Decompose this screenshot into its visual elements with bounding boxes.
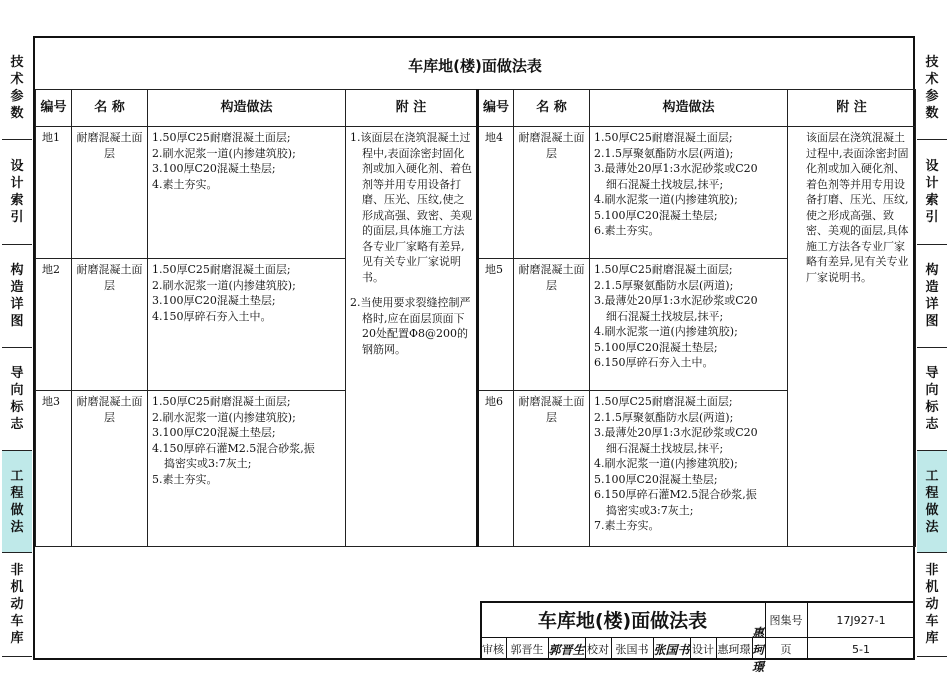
- header-code: 编号: [36, 90, 72, 127]
- construction-step: 5.素土夯实。: [152, 472, 218, 486]
- note-item: 1.该面层在浇筑混凝土过程中,表面涂密封固化剂或加入硬化剂、着色剂等并用专用设备打磨、压光、压纹,使之形成高强、致密、美观的面层,具体施工方法各专业厂家略有差异,见有关专业厂家说明书。: [350, 131, 472, 284]
- row-code: 地3: [36, 391, 72, 547]
- construction-step: 4.刷水泥浆一道(内掺建筑胶);: [594, 193, 738, 206]
- construction-step: 细石混凝土找坡层,抹平;: [606, 441, 724, 455]
- construction-step: 2.刷水泥浆一道(内掺建筑胶);: [152, 278, 296, 292]
- construction-step: 2.1.5厚聚氨酯防水层(两道);: [594, 410, 734, 424]
- right-tab-1[interactable]: 技 术 参 数: [917, 36, 947, 140]
- review-label: 审核: [482, 643, 504, 656]
- construction-step: 3.100厚C20混凝土垫层;: [152, 162, 276, 175]
- row-name: 耐磨混凝土面层: [514, 259, 590, 391]
- construction-step: 1.50厚C25耐磨混凝土面层;: [152, 131, 291, 144]
- checker-name: 张国书: [615, 643, 649, 656]
- construction-step: 细石混凝土找坡层,抹平;: [606, 177, 724, 191]
- construction-steps: [590, 259, 788, 391]
- row-name: 耐磨混凝土面层: [72, 391, 148, 547]
- row-name: 耐磨混凝土面层: [72, 259, 148, 391]
- construction-step: 2.1.5厚聚氨酯防水层(两道);: [594, 278, 734, 292]
- designer-name: 惠珂璟: [717, 643, 751, 656]
- construction-step: 4.150厚碎石夯入土中。: [152, 309, 272, 323]
- header-note: 附 注: [788, 90, 916, 127]
- left-tab-4[interactable]: 导 向 标 志: [2, 348, 32, 451]
- left-tab-6[interactable]: 非 机 动 车 库: [2, 553, 32, 657]
- row-code: 地1: [36, 127, 72, 259]
- construction-step: 3.最薄处20厚1:3水泥砂浆或C20: [594, 294, 758, 307]
- row-code: 地2: [36, 259, 72, 391]
- left-tab-3[interactable]: 构 造 详 图: [2, 245, 32, 348]
- right-tab-6[interactable]: 非 机 动 车 库: [917, 553, 947, 657]
- construction-step: 4.刷水泥浆一道(内掺建筑胶);: [594, 457, 738, 470]
- construction-step: 6.150厚碎石夯入土中。: [594, 356, 714, 369]
- table-title: 车库地(楼)面做法表: [408, 57, 542, 75]
- construction-step: 1.50厚C25耐磨混凝土面层;: [594, 263, 733, 276]
- header-construction: 构造做法: [590, 90, 788, 127]
- reviewer-name: 郭晋生: [510, 643, 544, 656]
- construction-step: 6.150厚碎石灌M2.5混合砂浆,振: [594, 488, 757, 501]
- page-number: 5-1: [852, 642, 870, 656]
- construction-step: 3.最薄处20厚1:3水泥砂浆或C20: [594, 426, 758, 439]
- row-code: 地4: [478, 127, 514, 259]
- table-row: [36, 127, 916, 259]
- row-code: 地5: [478, 259, 514, 391]
- construction-step: 7.素土夯实。: [594, 519, 660, 532]
- construction-step: 捣密实或3:7灰土;: [164, 457, 252, 470]
- header-row: [36, 90, 916, 127]
- construction-steps: [590, 127, 788, 259]
- atlas-number: 17J927-1: [836, 613, 886, 627]
- construction-step: 2.刷水泥浆一道(内掺建筑胶);: [152, 410, 296, 424]
- construction-step: 4.素土夯实。: [152, 177, 218, 191]
- construction-step: 细石混凝土找坡层,抹平;: [606, 309, 724, 323]
- check-label: 校对: [587, 643, 609, 656]
- construction-step: 1.50厚C25耐磨混凝土面层;: [594, 395, 733, 408]
- construction-step: 5.100厚C20混凝土垫层;: [594, 340, 718, 354]
- construction-steps: [148, 391, 346, 547]
- note-cell-left: [346, 127, 478, 547]
- construction-step: 6.素土夯实。: [594, 224, 660, 237]
- atlas-label: 图集号: [769, 614, 803, 627]
- reviewer-signature: 郭晋生: [548, 642, 585, 657]
- construction-steps: [590, 391, 788, 547]
- construction-steps: [148, 127, 346, 259]
- construction-step: 3.最薄处20厚1:3水泥砂浆或C20: [594, 162, 758, 175]
- page-label: 页: [780, 643, 792, 656]
- note-item: 该面层在浇筑混凝土过程中,表面涂密封固化剂或加入硬化剂、着色剂等并用专用设备打磨、压光、压纹,使之形成高强、致密、美观的面层,具体施工方法各专业厂家略有差异,见有关专业厂家说明书。: [806, 131, 909, 284]
- construction-step: 4.刷水泥浆一道(内掺建筑胶);: [594, 325, 738, 338]
- construction-steps: [148, 259, 346, 391]
- construction-step: 4.150厚碎石灌M2.5混合砂浆,振: [152, 441, 315, 455]
- header-code: 编号: [478, 90, 514, 127]
- drawing-title: 车库地(楼)面做法表: [537, 609, 708, 632]
- construction-step: 1.50厚C25耐磨混凝土面层;: [594, 131, 733, 144]
- design-label: 设计: [692, 643, 714, 656]
- header-name: 名 称: [72, 90, 148, 127]
- left-tab-5[interactable]: 工 程 做 法: [2, 451, 32, 553]
- checker-signature: 张国书: [653, 642, 690, 657]
- construction-step: 1.50厚C25耐磨混凝土面层;: [152, 395, 291, 408]
- left-tab-1[interactable]: 技 术 参 数: [2, 36, 32, 140]
- header-note: 附 注: [346, 90, 478, 127]
- row-name: 耐磨混凝土面层: [514, 391, 590, 547]
- header-construction: 构造做法: [148, 90, 346, 127]
- construction-step: 3.100厚C20混凝土垫层;: [152, 294, 276, 307]
- row-name: 耐磨混凝土面层: [514, 127, 590, 259]
- header-name: 名 称: [514, 90, 590, 127]
- designer-signature: 惠珂璟: [752, 625, 765, 674]
- construction-step: 2.刷水泥浆一道(内掺建筑胶);: [152, 146, 296, 160]
- right-tab-4[interactable]: 导 向 标 志: [917, 348, 947, 451]
- row-name: 耐磨混凝土面层: [72, 127, 148, 259]
- construction-step: 5.100厚C20混凝土垫层;: [594, 208, 718, 222]
- construction-table: [35, 89, 916, 547]
- right-tab-5[interactable]: 工 程 做 法: [917, 451, 947, 553]
- construction-step: 1.50厚C25耐磨混凝土面层;: [152, 263, 291, 276]
- construction-step: 2.1.5厚聚氨酯防水层(两道);: [594, 146, 734, 160]
- row-code: 地6: [478, 391, 514, 547]
- construction-step: 3.100厚C20混凝土垫层;: [152, 426, 276, 439]
- left-tab-2[interactable]: 设 计 索 引: [2, 140, 32, 245]
- note-cell-right: [788, 127, 916, 547]
- construction-step: 捣密实或3:7灰土;: [606, 503, 694, 517]
- right-tab-2[interactable]: 设 计 索 引: [917, 140, 947, 245]
- note-item: 2.当使用要求裂缝控制严格时,应在面层顶面下20处配置Φ8@200的钢筋网。: [350, 296, 471, 356]
- right-tab-3[interactable]: 构 造 详 图: [917, 245, 947, 348]
- construction-step: 5.100厚C20混凝土垫层;: [594, 472, 718, 486]
